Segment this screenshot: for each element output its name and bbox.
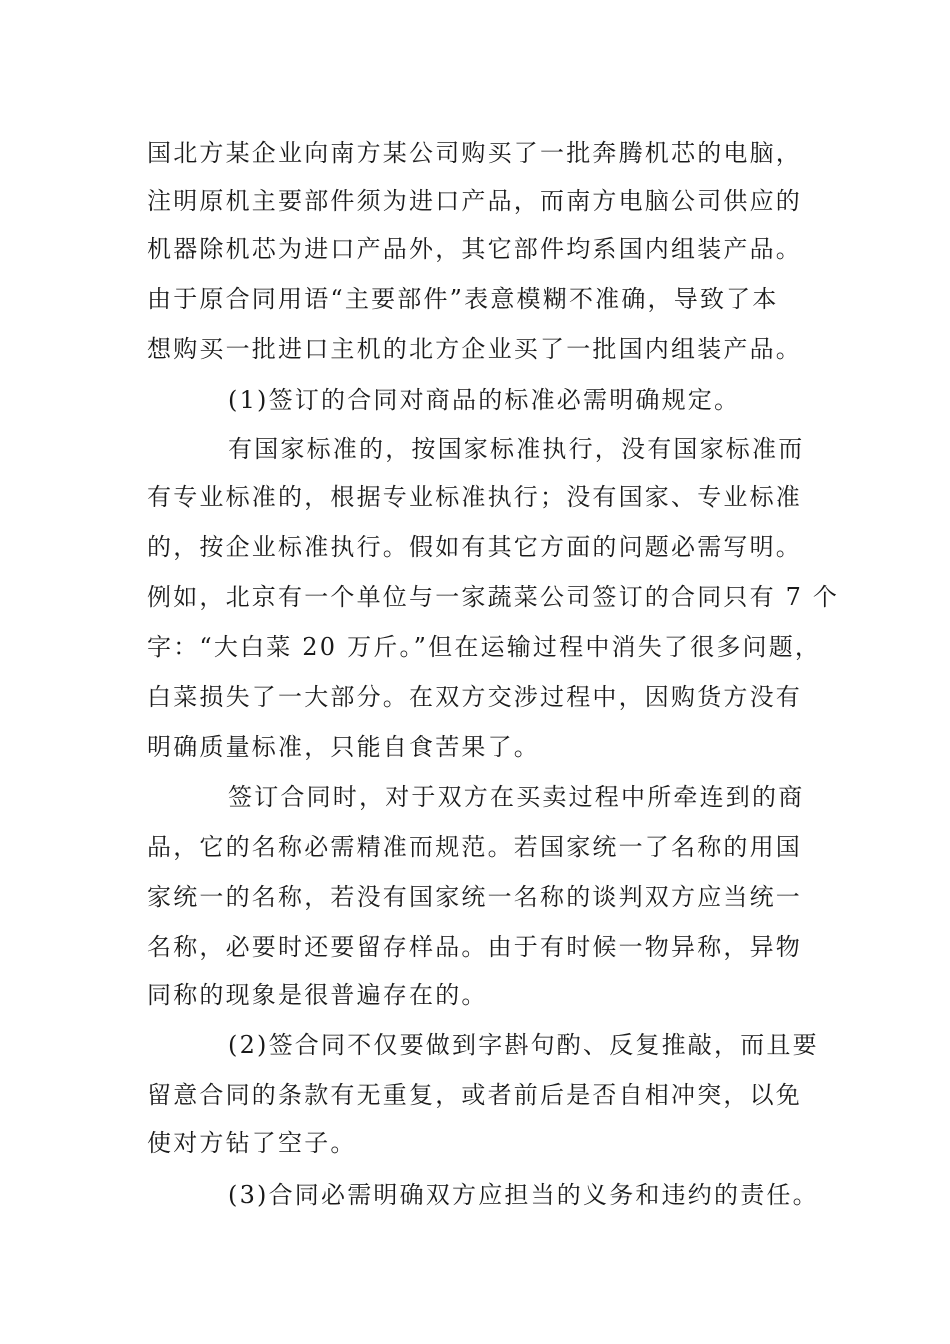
numbered-point-1: (1)签订的合同对商品的标准必需明确规定。 bbox=[228, 386, 741, 414]
paragraph-start-line: 签订合同时，对于双方在买卖过程中所牵连到的商 bbox=[228, 783, 805, 811]
body-text-line: 由于原合同用语“主要部件”表意模糊不准确，导致了本 bbox=[147, 285, 779, 313]
body-text-line: 同称的现象是很普遍存在的。 bbox=[147, 981, 488, 1009]
paragraph-start-line: 有国家标准的，按国家标准执行，没有国家标准而 bbox=[228, 435, 805, 463]
body-text-line: 有专业标准的，根据专业标准执行；没有国家、专业标准 bbox=[147, 483, 802, 511]
body-text-line: 例如，北京有一个单位与一家蔬菜公司签订的合同只有 7 个 bbox=[147, 583, 840, 611]
body-text-line: 名称，必要时还要留存样品。由于有时候一物异称，异物 bbox=[147, 933, 802, 961]
numbered-point-3: (3)合同必需明确双方应担当的义务和违约的责任。 bbox=[228, 1181, 819, 1209]
body-text-line: 机器除机芯为进口产品外，其它部件均系国内组装产品。 bbox=[147, 235, 802, 263]
body-text-line: 想购买一批进口主机的北方企业买了一批国内组装产品。 bbox=[147, 335, 802, 363]
body-text-line: 白菜损失了一大部分。在双方交涉过程中，因购货方没有 bbox=[147, 683, 802, 711]
body-text-line: 留意合同的条款有无重复，或者前后是否自相冲突，以免 bbox=[147, 1081, 802, 1109]
body-text-line: 明确质量标准，只能自食苦果了。 bbox=[147, 733, 540, 761]
body-text-line: 的，按企业标准执行。假如有其它方面的问题必需写明。 bbox=[147, 533, 802, 561]
numbered-point-2: (2)签合同不仅要做到字斟句酌、反复推敲，而且要 bbox=[228, 1031, 819, 1059]
body-text-line: 国北方某企业向南方某公司购买了一批奔腾机芯的电脑， bbox=[147, 139, 802, 167]
body-text-line: 家统一的名称，若没有国家统一名称的谈判双方应当统一 bbox=[147, 883, 802, 911]
body-text-line: 品，它的名称必需精准而规范。若国家统一了名称的用国 bbox=[147, 833, 802, 861]
body-text-line: 使对方钻了空子。 bbox=[147, 1129, 357, 1157]
body-text-line: 注明原机主要部件须为进口产品，而南方电脑公司供应的 bbox=[147, 187, 802, 215]
body-text-line: 字：“大白菜 20 万斤。”但在运输过程中消失了很多问题， bbox=[147, 633, 822, 661]
